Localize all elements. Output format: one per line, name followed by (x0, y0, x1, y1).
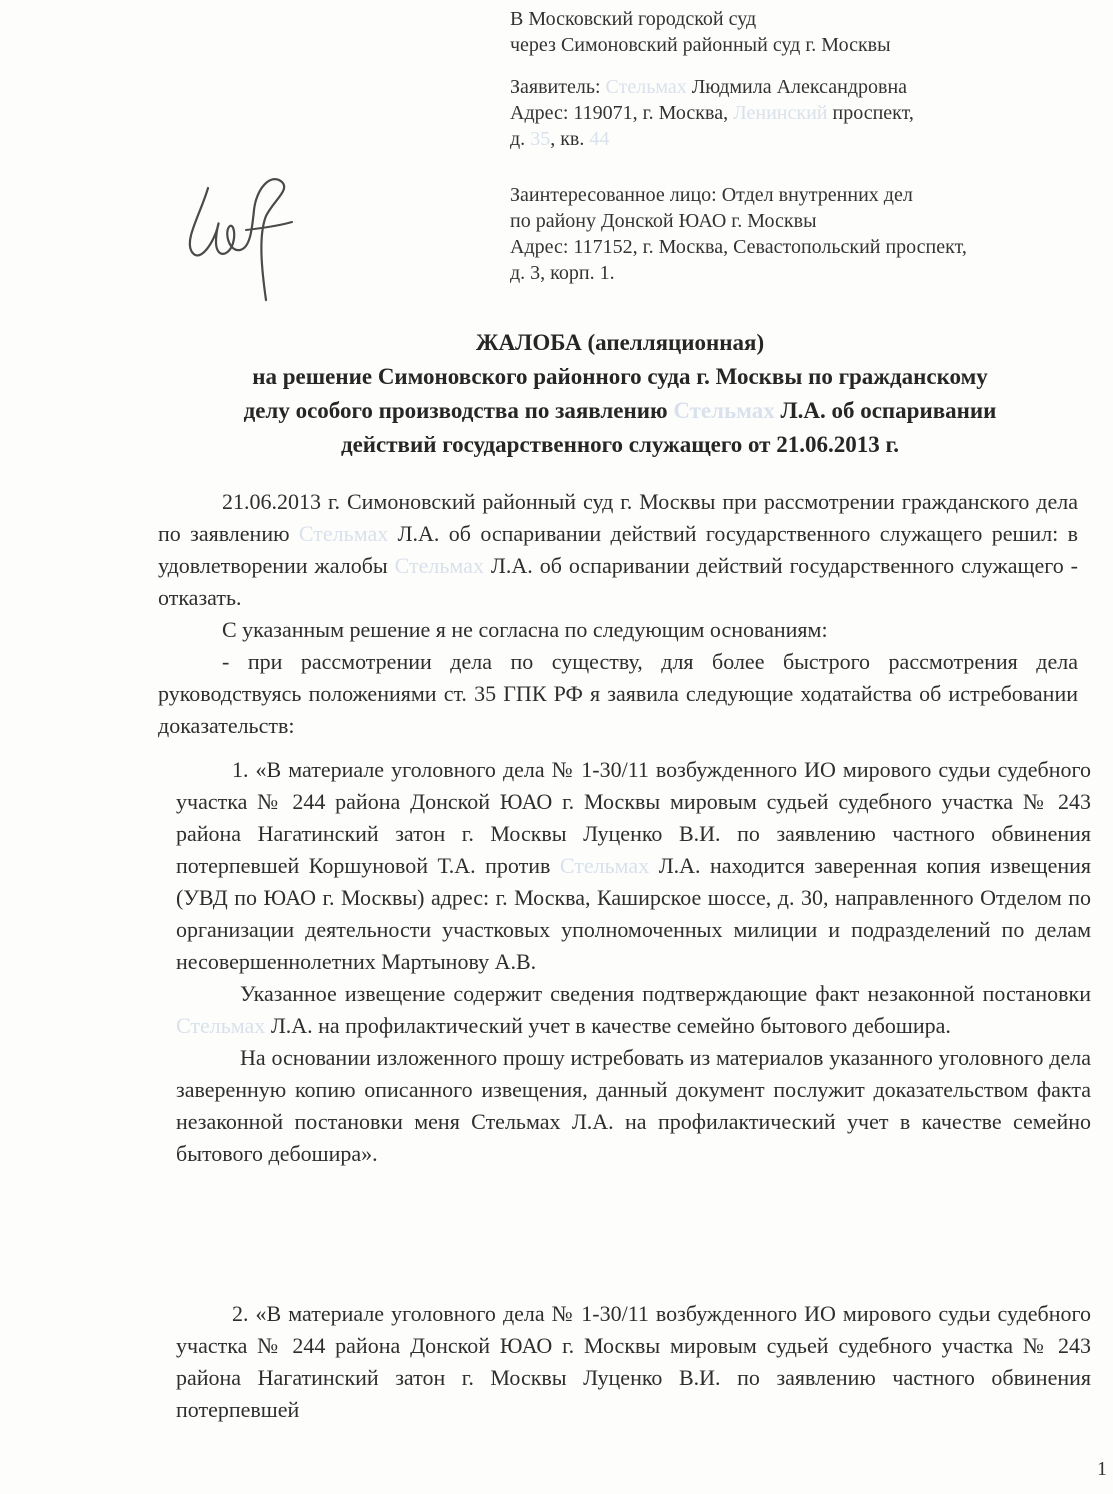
applicant-flat-masked: 44 (589, 128, 610, 150)
motion-item-1-part-b: Л.А. находится заверенная копия извещения (УВД по ЮАО г. Москвы) адрес: г. Москва, Каширское шоссе, д. 30, направленного Отделом по организации деятельности участковых уполномоченных милиции и подразделений по делам несовершеннолетних Мартынову А.В. (176, 853, 1091, 974)
title-line-3-prefix: делу особого производства по заявлению (243, 398, 668, 423)
document-body (158, 486, 1078, 742)
title-line-1: ЖАЛОБА (апелляционная) (475, 330, 765, 355)
motion-item-1-notice-part-b: Л.А. на профилактический учет в качестве семейно бытового дебошира. (270, 1013, 951, 1038)
title-line-3-suffix: Л.А. об оспаривании (780, 398, 997, 423)
applicant-house-masked: 35 (530, 128, 551, 150)
title-surname-masked: Стельмах (673, 398, 775, 423)
interested-line-4: д. 3, корп. 1. (510, 262, 615, 284)
title-line-4: действий государственного служащего от 21.06.2013 г. (340, 432, 900, 457)
motion-item-1-request-paragraph: На основании изложенного прошу истребовать из материалов указанного уголовного дела заверенную копию описанного извещения, данный документ послужит доказательством факта незаконной постановки меня Стельмах Л.А. на профилактический учет в качестве семейно бытового дебошира». (176, 1045, 1091, 1166)
paragraph-decision-masked-1: Стельмах (298, 521, 389, 546)
document-title (140, 326, 1100, 462)
paragraph-disagreement: С указанным решение я не согласна по следующим основаниям: (222, 617, 828, 642)
court-line-2: через Симоновский районный суд г. Москвы (510, 34, 891, 56)
applicant-address-prefix: Адрес: 119071, г. Москва, (510, 102, 729, 124)
paragraph-decision-masked-2: Стельмах (394, 553, 484, 578)
applicant-name: Людмила Александровна (691, 76, 908, 98)
interested-line-3: Адрес: 117152, г. Москва, Севастопольский проспект, (510, 236, 967, 258)
motion-item-1-notice-part-a: Указанное извещение содержит сведения подтверждающие факт незаконной постановки (240, 981, 1091, 1006)
interested-line-2: по району Донской ЮАО г. Москвы (510, 210, 817, 232)
motion-item-1-masked: Стельмах (559, 853, 650, 878)
applicant-house-line (510, 126, 914, 152)
paragraph-decision-part-c: Л.А. об оспаривании действий государственного служащего - отказать. (158, 553, 1078, 610)
applicant-block (510, 74, 914, 152)
title-line-2: на решение Симоновского районного суда г. Москвы по гражданскому (252, 364, 988, 389)
applicant-address-line (510, 100, 914, 126)
motion-item-2 (176, 1298, 1091, 1426)
paragraph-motions: - при рассмотрении дела по существу, для более быстрого рассмотрения дела руководствуясь положениями ст. 35 ГПК РФ я заявила следующие ходатайства об истребовании доказательств: (158, 649, 1078, 738)
court-line-1: В Московский городской суд (510, 8, 757, 30)
paragraph-decision-part-b: Л.А. об оспаривании действий государственного служащего решил: в удовлетворении жалобы (158, 521, 1079, 578)
addressee-block (510, 6, 891, 58)
applicant-label: Заявитель: (510, 76, 601, 98)
handwritten-signature (170, 160, 310, 310)
interested-party-block (510, 182, 967, 286)
motion-item-2-paragraph: 2. «В материале уголовного дела № 1-30/11 возбужденного ИО мирового судьи судебного участка № 244 района Донской ЮАО г. Москвы мировым судьей судебного участка № 243 района Нагатинский затон г. Москвы Луценко В.И. по заявлению частного обвинения потерпевшей (176, 1301, 1091, 1422)
applicant-surname-masked: Стельмах (605, 76, 687, 98)
motion-item-1 (176, 754, 1091, 1170)
paragraph-decision (158, 486, 1078, 614)
motion-item-1-paragraph (176, 754, 1091, 978)
applicant-line (510, 74, 914, 100)
motion-item-1-part-a: 1. «В материале уголовного дела № 1-30/11 возбужденного ИО мирового судьи судебного участка № 244 района Донской ЮАО г. Москвы мировым судьей судебного участка № 243 района Нагатинский затон г. Москвы Луценко В.И. по заявлению частного обвинения потерпевшей Коршуновой Т.А. против (176, 757, 1091, 878)
applicant-address-suffix: проспект, (832, 102, 914, 124)
page-number: 1 (1097, 1458, 1107, 1480)
applicant-flat-label: , кв. (550, 128, 585, 150)
motion-item-1-notice-masked: Стельмах (176, 1013, 266, 1038)
applicant-house-prefix: д. (510, 128, 526, 150)
applicant-address-masked: Ленинский (733, 102, 828, 124)
title-line-3 (140, 394, 1100, 428)
paragraph-decision-part-a: 21.06.2013 г. Симоновский районный суд г. Москвы при рассмотрении гражданского дела по заявлению (158, 489, 1078, 546)
motion-item-1-notice-paragraph (176, 978, 1091, 1042)
interested-line-1: Заинтересованное лицо: Отдел внутренних дел (510, 184, 913, 206)
